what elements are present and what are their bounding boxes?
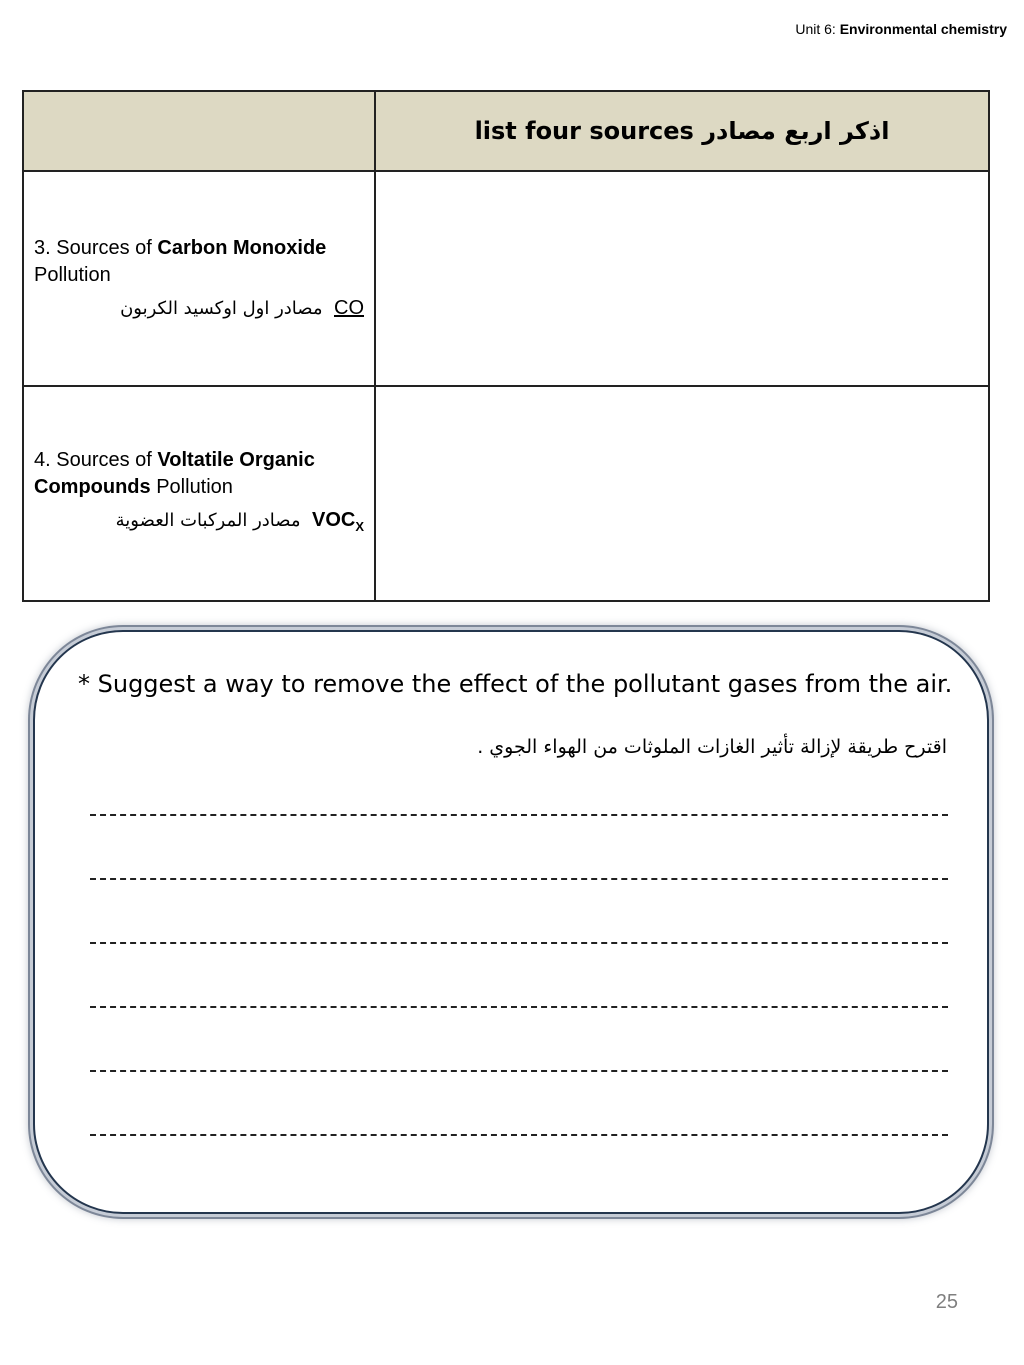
sources-table (22, 90, 990, 602)
answer-line[interactable] (90, 814, 948, 816)
suggest-question: * Suggest a way to remove the effect of the pollutant gases from the air. (78, 670, 953, 698)
table-header-row (23, 91, 989, 171)
row-label-suffix: Pollution (150, 476, 233, 498)
row-label-cell (23, 386, 375, 601)
row-label-bold: Carbon Monoxide (157, 237, 327, 259)
row-label-prefix: 3. Sources of (34, 237, 158, 259)
row-label (34, 235, 364, 289)
row-label-bold: Voltatile Organic Compounds (34, 449, 315, 498)
answer-line[interactable] (90, 942, 948, 944)
unit-header (795, 21, 1007, 37)
page-number: 25 (935, 1291, 958, 1313)
row-arabic-line (34, 507, 364, 540)
suggest-box (33, 630, 989, 1214)
answer-line[interactable] (90, 1006, 948, 1008)
row-arabic: مصادر اول اوكسيد الكربون (120, 298, 323, 319)
answer-cell[interactable] (375, 171, 989, 386)
row-label-prefix: 4. Sources of (34, 449, 158, 471)
row-arabic: مصادر المركبات العضوية (115, 510, 301, 531)
answer-line[interactable] (90, 1134, 948, 1136)
row-label-cell (23, 171, 375, 386)
unit-title: Environmental chemistry (839, 21, 1007, 37)
row-arabic-line (34, 295, 364, 322)
row-code-main: VOC (311, 509, 356, 531)
table-row (23, 386, 989, 601)
suggest-arabic: اقترح طريقة لإزالة تأثير الغازات الملوثات من الهواء الجوي . (477, 736, 947, 758)
row-label (34, 447, 364, 501)
table-row (23, 171, 989, 386)
header-left-cell (23, 91, 375, 171)
row-label-suffix: Pollution (34, 264, 111, 286)
unit-prefix: Unit 6: (795, 21, 840, 37)
header-right-cell: list four sources اذكر اربع مصادر (375, 91, 989, 171)
row-code (311, 509, 364, 534)
answer-line[interactable] (90, 1070, 948, 1072)
row-code: CO (334, 297, 364, 319)
answer-cell[interactable] (375, 386, 989, 601)
answer-line[interactable] (90, 878, 948, 880)
row-code-sub: X (355, 519, 364, 534)
